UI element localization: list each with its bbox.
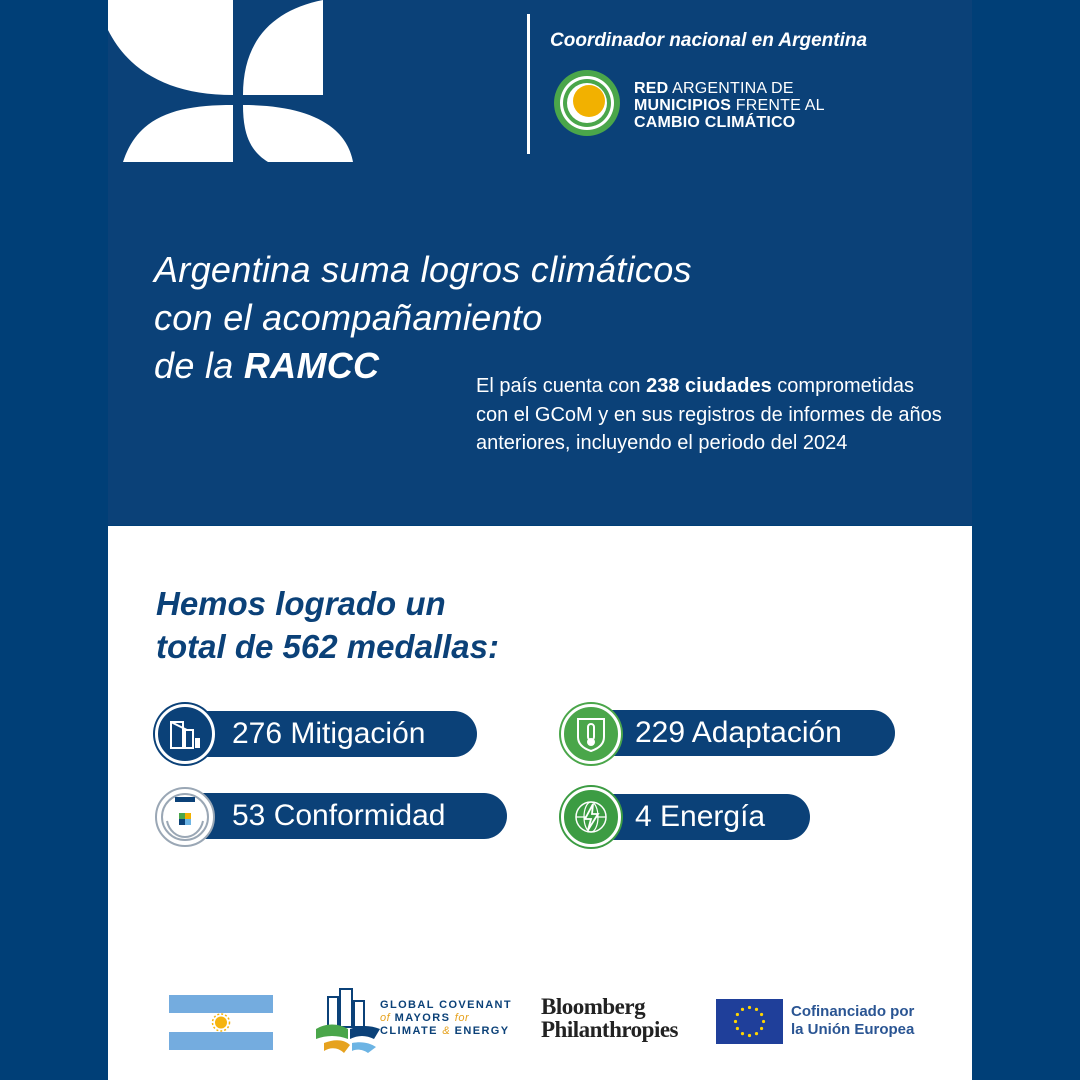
gcom-line-2-of: of	[380, 1012, 391, 1024]
medal-label-energy: 4 Energía	[635, 800, 766, 833]
medal-pill-mitigation	[172, 711, 477, 757]
gcom-name	[380, 999, 512, 1038]
thermometer-shield-icon	[561, 704, 621, 764]
gcom-line-1: GLOBAL COVENANT	[380, 999, 513, 1011]
medal-pill-adaptation	[575, 710, 895, 756]
medal-label-compliance: 53 Conformidad	[232, 799, 446, 832]
eu-cofinanced-label	[791, 1003, 914, 1039]
summary-prefix: El país cuenta con	[476, 375, 647, 397]
ramcc-name-line1-rest: ARGENTINA DE	[668, 80, 794, 97]
argentina-flag-icon	[169, 995, 273, 1050]
gcom-line-2-for: for	[454, 1012, 470, 1024]
gcom-line-3-climate: CLIMATE	[380, 1025, 443, 1037]
summary-text	[476, 372, 946, 458]
title-line-3-bold: RAMCC	[243, 345, 380, 386]
coordinator-label: Coordinador nacional en Argentina	[550, 30, 868, 51]
bloomberg-line-1: Bloomberg	[541, 994, 646, 1019]
globe-lightning-icon	[561, 787, 621, 847]
medals-title	[156, 582, 499, 668]
bloomberg-line-2: Philanthropies	[541, 1017, 678, 1042]
gcom-logo-icon	[314, 987, 384, 1055]
gcom-line-2-mayors: MAYORS	[390, 1012, 455, 1024]
ramcc-name	[634, 80, 825, 131]
eu-flag-icon	[716, 999, 783, 1044]
summary-rest: comprometidas con el GCoM y en sus registros de informes de años anteriores, incluyendo el periodo del 2024	[476, 375, 942, 454]
eu-line-2: la Unión Europea	[791, 1021, 915, 1038]
ramcc-name-line3-bold: CAMBIO CLIMÁTICO	[634, 114, 796, 131]
gcom-line-3-amp: &	[442, 1025, 451, 1037]
medal-pill-compliance	[172, 793, 507, 839]
medals-title-line-2: total de 562 medallas:	[156, 628, 499, 665]
compliant-seal-icon	[155, 787, 215, 847]
medal-label-mitigation: 276 Mitigación	[232, 717, 426, 750]
ramcc-name-line2-rest: FRENTE AL	[731, 97, 825, 114]
medal-label-adaptation: 229 Adaptación	[635, 716, 842, 749]
ramcc-sun-icon	[552, 68, 622, 138]
header-divider	[527, 14, 530, 154]
title-line-1: Argentina suma logros climáticos	[154, 249, 692, 290]
eu-line-1: Cofinanciado por	[791, 1003, 915, 1020]
title-line-2: con el acompañamiento	[154, 297, 543, 338]
ramcc-name-line1-bold: RED	[634, 80, 669, 97]
medals-title-line-1: Hemos logrado un	[156, 585, 446, 622]
title-line-3-prefix: de la	[154, 345, 244, 386]
gcom-line-2	[380, 1012, 512, 1025]
building-chart-icon	[155, 704, 215, 764]
gcom-line-3	[380, 1025, 512, 1038]
page-title	[154, 246, 692, 390]
bloomberg-logo	[541, 995, 678, 1041]
summary-bold: 238 ciudades	[646, 375, 772, 397]
ramcc-name-line2-bold: MUNICIPIOS	[634, 97, 732, 114]
leaf-logo-icon	[108, 0, 358, 170]
gcom-line-3-energy: ENERGY	[450, 1025, 510, 1037]
